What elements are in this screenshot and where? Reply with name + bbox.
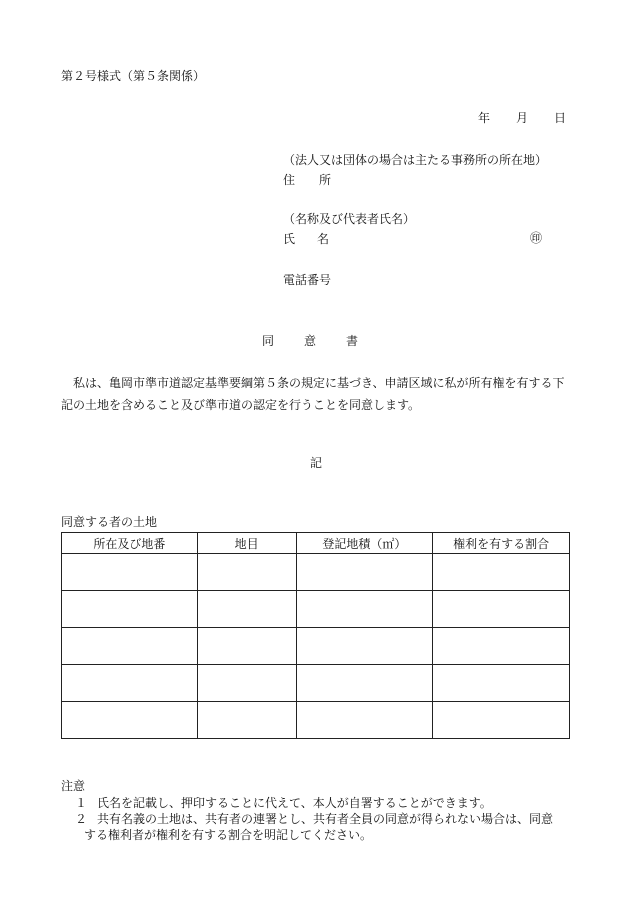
note-text: 共有名義の土地は、共有者の連署とし、共有者全員の同意が得られない場合は、同意: [97, 812, 554, 826]
date-line: [478, 110, 566, 126]
date-month: 月: [516, 111, 529, 125]
header-share-ratio: 権利を有する割合: [433, 533, 570, 554]
table-cell[interactable]: [62, 554, 198, 591]
table-cell[interactable]: [296, 702, 433, 739]
table-row: [62, 702, 570, 739]
ki-heading: 記: [310, 456, 323, 470]
title-char-2: 意: [304, 334, 317, 348]
name-label: [283, 231, 329, 247]
note-number: １: [75, 796, 88, 810]
name-note: （名称及び代表者氏名）: [283, 212, 416, 226]
table-cell[interactable]: [433, 628, 570, 665]
note-number: ２: [75, 812, 88, 826]
table-cell[interactable]: [296, 665, 433, 702]
table-cell[interactable]: [197, 665, 296, 702]
name-label-char-1: 氏: [283, 232, 296, 246]
land-table: [61, 532, 570, 739]
header-land-category: 地目: [197, 533, 296, 554]
note-item-2: [75, 811, 553, 827]
address-label: [283, 172, 333, 188]
address-label-char-2: 所: [319, 173, 334, 187]
table-cell[interactable]: [197, 702, 296, 739]
table-row: [62, 554, 570, 591]
header-location: 所在及び地番: [62, 533, 198, 554]
consent-body-text: 私は、亀岡市準市道認定基準要綱第５条の規定に基づき、申請区域に私が所有権を有する下記の土地を含めること及び準市道の認定を行うことを同意します。: [61, 376, 565, 412]
note-item-2-continuation: する権利者が権利を有する割合を明記してください。: [84, 828, 373, 842]
notes-title: 注意: [61, 779, 86, 793]
table-cell[interactable]: [433, 665, 570, 702]
table-cell[interactable]: [197, 591, 296, 628]
table-cell[interactable]: [197, 554, 296, 591]
table-row: [62, 591, 570, 628]
table-cell[interactable]: [296, 628, 433, 665]
seal-mark: ㊞: [530, 231, 543, 245]
table-header-row: [62, 533, 570, 554]
phone-label: 電話番号: [283, 273, 332, 287]
name-label-char-2: 名: [317, 232, 330, 246]
table-caption: 同意する者の土地: [61, 515, 158, 529]
table-cell[interactable]: [62, 702, 198, 739]
table-cell[interactable]: [62, 591, 198, 628]
address-label-char-1: 住: [283, 173, 298, 187]
table-row: [62, 665, 570, 702]
date-day: 日: [554, 111, 567, 125]
table-cell[interactable]: [433, 702, 570, 739]
title-char-1: 同: [262, 334, 275, 348]
document-title: [262, 333, 358, 349]
table-cell[interactable]: [62, 665, 198, 702]
title-char-3: 書: [346, 334, 359, 348]
table-cell[interactable]: [433, 591, 570, 628]
header-registered-area: 登記地積（㎡）: [296, 533, 433, 554]
table-row: [62, 628, 570, 665]
note-item-1: [75, 795, 492, 811]
table-cell[interactable]: [197, 628, 296, 665]
table-cell[interactable]: [296, 554, 433, 591]
form-number: 第２号様式（第５条関係）: [61, 69, 206, 83]
table-cell[interactable]: [296, 591, 433, 628]
address-note: （法人又は団体の場合は主たる事務所の所在地）: [283, 153, 548, 167]
date-year: 年: [478, 111, 491, 125]
table-cell[interactable]: [433, 554, 570, 591]
note-text: 氏名を記載し、押印することに代えて、本人が自署することができます。: [97, 796, 492, 810]
table-cell[interactable]: [62, 628, 198, 665]
